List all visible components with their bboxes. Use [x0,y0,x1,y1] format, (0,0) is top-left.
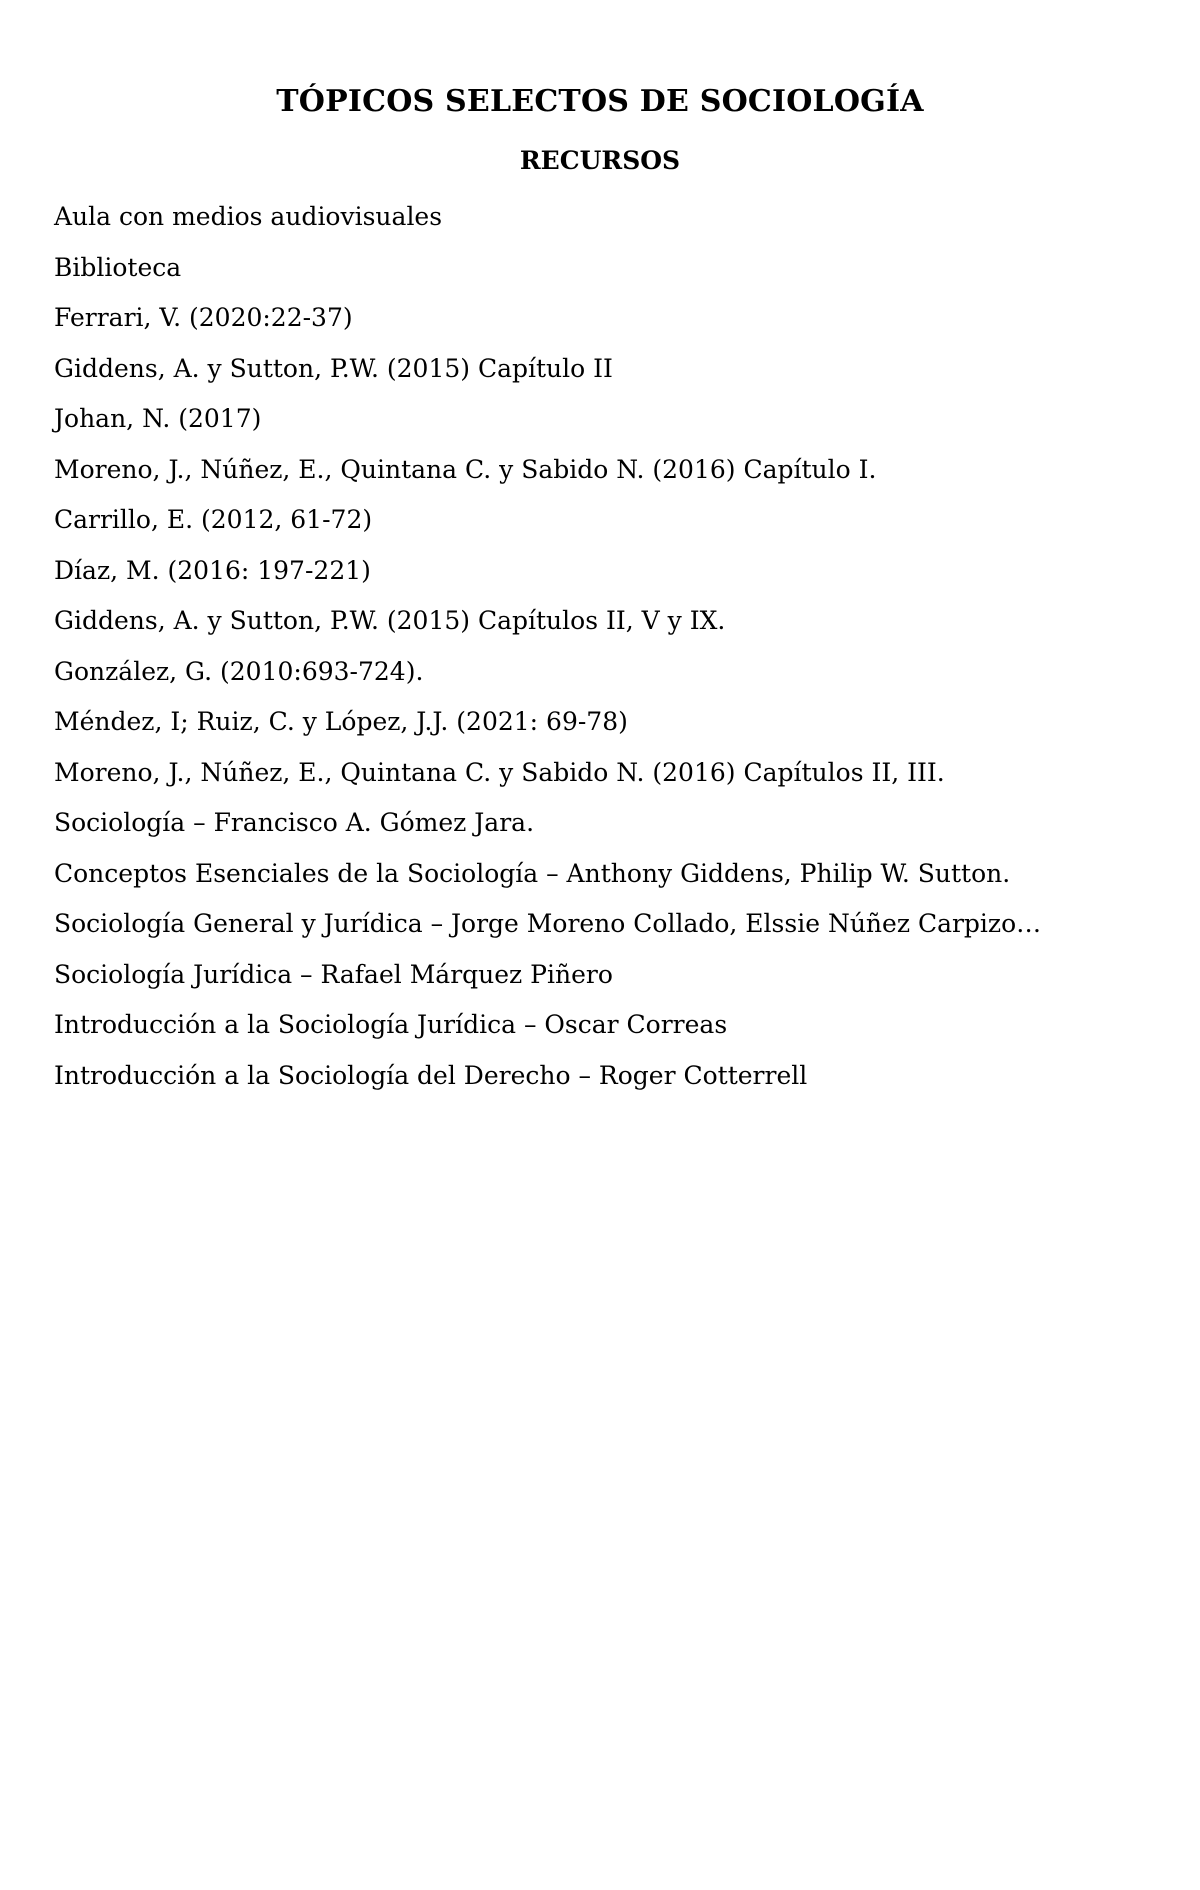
resource-list [54,197,1164,1106]
list-item: Giddens, A. y Sutton, P.W. (2015) Capítulo II [54,353,613,383]
list-item: Ferrari, V. (2020:22-37) [54,303,353,332]
list-item: Moreno, J., Núñez, E., Quintana C. y Sabido N. (2016) Capítulos II, III. [54,757,945,787]
list-item: Moreno, J., Núñez, E., Quintana C. y Sabido N. (2016) Capítulo I. [54,454,877,484]
list-item: Aula con medios audiovisuales [54,202,443,231]
list-item: González, G. (2010:693-724). [54,656,424,686]
list-item: Introducción a la Sociología Jurídica – Oscar Correas [54,1010,728,1039]
list-item: Sociología – Francisco A. Gómez Jara. [54,808,535,837]
document-title: TÓPICOS SELECTOS DE SOCIOLOGÍA [276,84,924,119]
list-item: Sociología General y Jurídica – Jorge Moreno Collado, Elssie Núñez Carpizo… [54,909,1042,938]
list-item: Méndez, I; Ruiz, C. y López, J.J. (2021: 69-78) [54,707,628,736]
list-item: Conceptos Esenciales de la Sociología – Anthony Giddens, Philip W. Sutton. [54,858,1011,888]
list-item: Johan, N. (2017) [54,404,262,433]
section-heading: RECURSOS [519,146,681,175]
list-item: Sociología Jurídica – Rafael Márquez Piñero [54,959,613,989]
list-item: Díaz, M. (2016: 197-221) [54,555,371,585]
list-item: Carrillo, E. (2012, 61-72) [54,505,373,534]
list-item: Introducción a la Sociología del Derecho – Roger Cotterrell [54,1060,808,1090]
list-item: Biblioteca [54,252,182,282]
list-item: Giddens, A. y Sutton, P.W. (2015) Capítulos II, V y IX. [54,606,726,635]
